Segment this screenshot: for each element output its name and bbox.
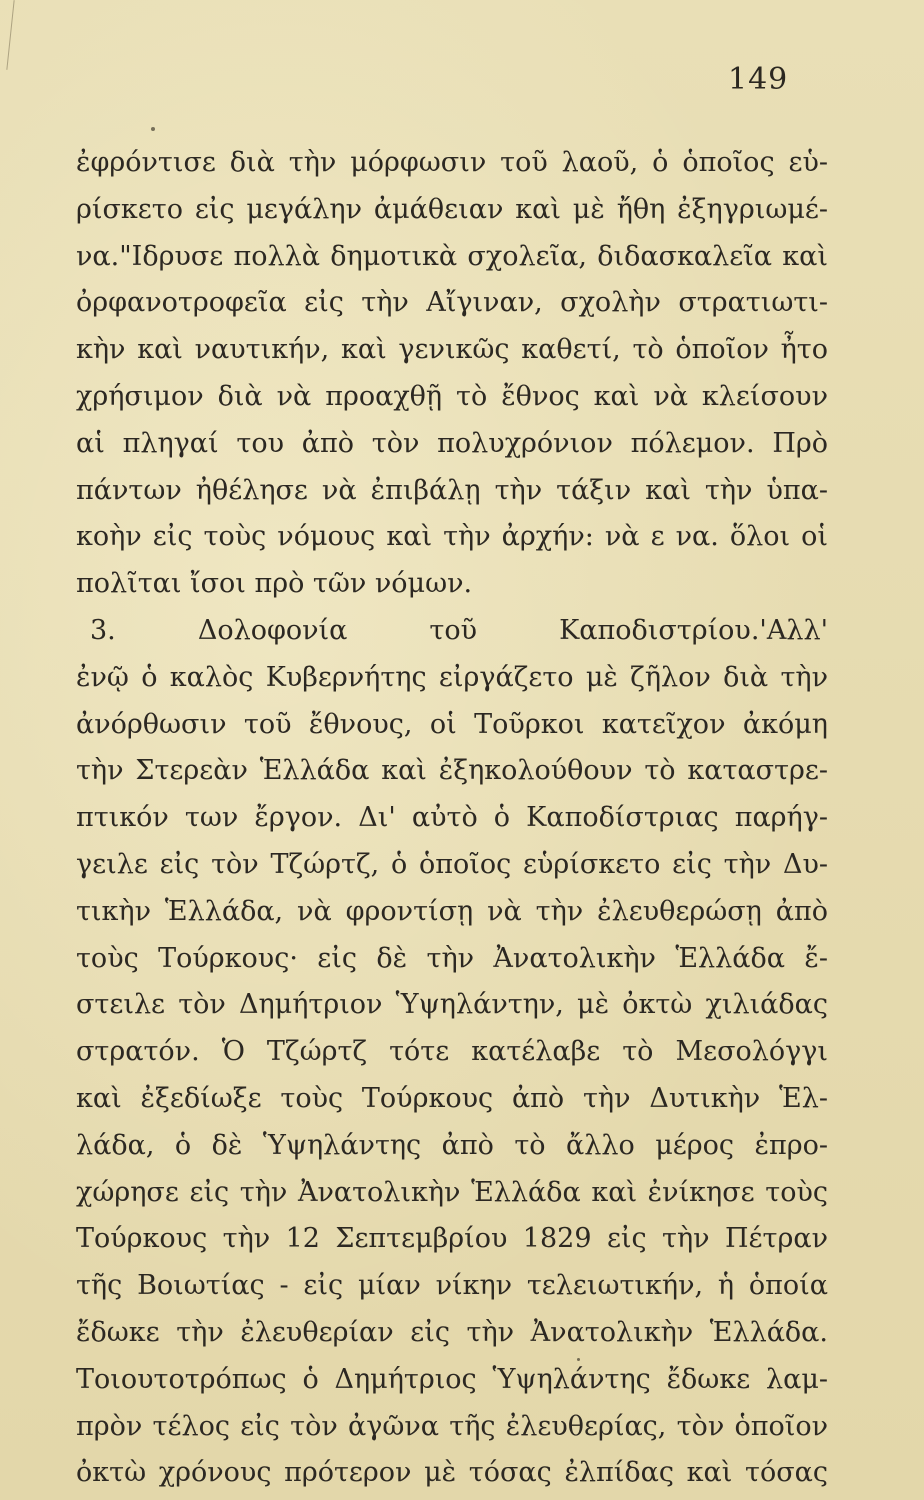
text-line: ἐφρόντισε διὰ τὴν μόρφωσιν τοῦ λαοῦ, ὁ ὁποῖος εὑ- — [76, 147, 828, 178]
text-line: ὀρφανοτροφεῖα εἰς τὴν Αἴγιναν, σχολὴν στρατιωτι- — [76, 287, 828, 319]
section-heading-text: 3. Δολοφονία τοῦ Καποδιστρίου.'Αλλ' — [90, 614, 828, 646]
text-line: στρατόν. Ὁ Τζώρτζ τότε κατέλαβε τὸ Μεσολόγγι — [76, 1036, 828, 1068]
text-line: καὶ ἐξεδίωξε τοὺς Τούρκους ἀπὸ τὴν Δυτικὴν Ἑλ- — [76, 1082, 828, 1114]
section-heading-line — [76, 608, 828, 655]
text-line: λάδα, ὁ δὲ Ὑψηλάντης ἀπὸ τὸ ἄλλο μέρος ἐπρο- — [76, 1129, 828, 1161]
text-line: χώρησε εἰς τὴν Ἀνατολικὴν Ἑλλάδα καὶ ἐνίκησε τοὺς — [76, 1176, 828, 1208]
body-text — [76, 140, 828, 1497]
text-line: ἐνῷ ὁ καλὸς Κυβερνήτης εἰργάζετο μὲ ζῆλον διὰ τὴν — [76, 661, 828, 693]
text-line: πτικόν των ἔργον. Δι' αὐτὸ ὁ Καποδίστριας παρήγ- — [76, 802, 828, 834]
text-line: τὴν Στερεὰν Ἑλλάδα καὶ ἐξηκολούθουν τὸ καταστρε- — [76, 755, 828, 787]
text-line: στειλε τὸν Δημήτριον Ὑψηλάντην, μὲ ὀκτὼ χιλιάδας — [76, 989, 828, 1021]
text-line: Τοιουτοτρόπως ὁ Δημήτριος Ὑψηλάντης ἔδωκε λαμ- — [76, 1363, 828, 1395]
text-line: πάντων ἠθέλησε νὰ ἐπιβάλῃ τὴν τάξιν καὶ τὴν ὑπα- — [76, 474, 828, 506]
text-line: να."Ιδρυσε πολλὰ δημοτικὰ σχολεῖα, διδασκαλεῖα καὶ — [76, 240, 828, 272]
text-line: τικὴν Ἑλλάδα, νὰ φροντίσῃ νὰ τὴν ἐλευθερώσῃ ἀπὸ — [76, 895, 828, 927]
text-line: αἱ πληγαί του ἀπὸ τὸν πολυχρόνιον πόλεμον. Πρὸ — [76, 427, 828, 459]
text-line: πρὸν τέλος εἰς τὸν ἀγῶνα τῆς ἐλευθερίας, τὸν ὁποῖον — [76, 1410, 828, 1442]
text-line: τοὺς Τούρκους· εἰς δὲ τὴν Ἀνατολικὴν Ἑλλάδα ἔ- — [76, 942, 828, 974]
text-line: ὀκτὼ χρόνους πρότερον μὲ τόσας ἐλπίδας καὶ τόσας — [76, 1457, 828, 1489]
text-line: ρίσκετο εἰς μεγάλην ἀμάθειαν καὶ μὲ ἤθη ἐξηγριωμέ- — [76, 193, 828, 225]
text-line: Τούρκους τὴν 12 Σεπτεμβρίου 1829 εἰς τὴν Πέτραν — [76, 1223, 828, 1255]
text-line: πολῖται ἴσοι πρὸ τῶν νόμων. — [76, 568, 473, 600]
text-line: γειλε εἰς τὸν Τζώρτζ, ὁ ὁποῖος εὑρίσκετο εἰς τὴν Δυ- — [76, 848, 828, 880]
text-line: κοὴν εἰς τοὺς νόμους καὶ τὴν ἀρχήν: νὰ ε να. ὅλοι οἱ — [76, 521, 828, 553]
paper-speck — [151, 127, 155, 131]
text-line: ἔδωκε τὴν ἐλευθερίαν εἰς τὴν Ἀνατολικὴν Ἑλλάδα. — [76, 1316, 828, 1348]
text-line: χρήσιμον διὰ νὰ προαχθῇ τὸ ἔθνος καὶ νὰ κλείσουν — [76, 380, 828, 412]
text-line: κὴν καὶ ναυτικήν, καὶ γενικῶς καθετί, τὸ ὁποῖον ἦτο — [76, 334, 828, 366]
page-edge-mark — [6, 0, 14, 70]
text-line: ἀνόρθωσιν τοῦ ἔθνους, οἱ Τοῦρκοι κατεῖχον ἀκόμη — [76, 708, 828, 740]
page-number: 149 — [728, 62, 789, 97]
paper-speck — [577, 1358, 580, 1361]
text-line: τῆς Βοιωτίας - εἰς μίαν νίκην τελειωτικήν, ἡ ὁποία — [76, 1270, 828, 1302]
